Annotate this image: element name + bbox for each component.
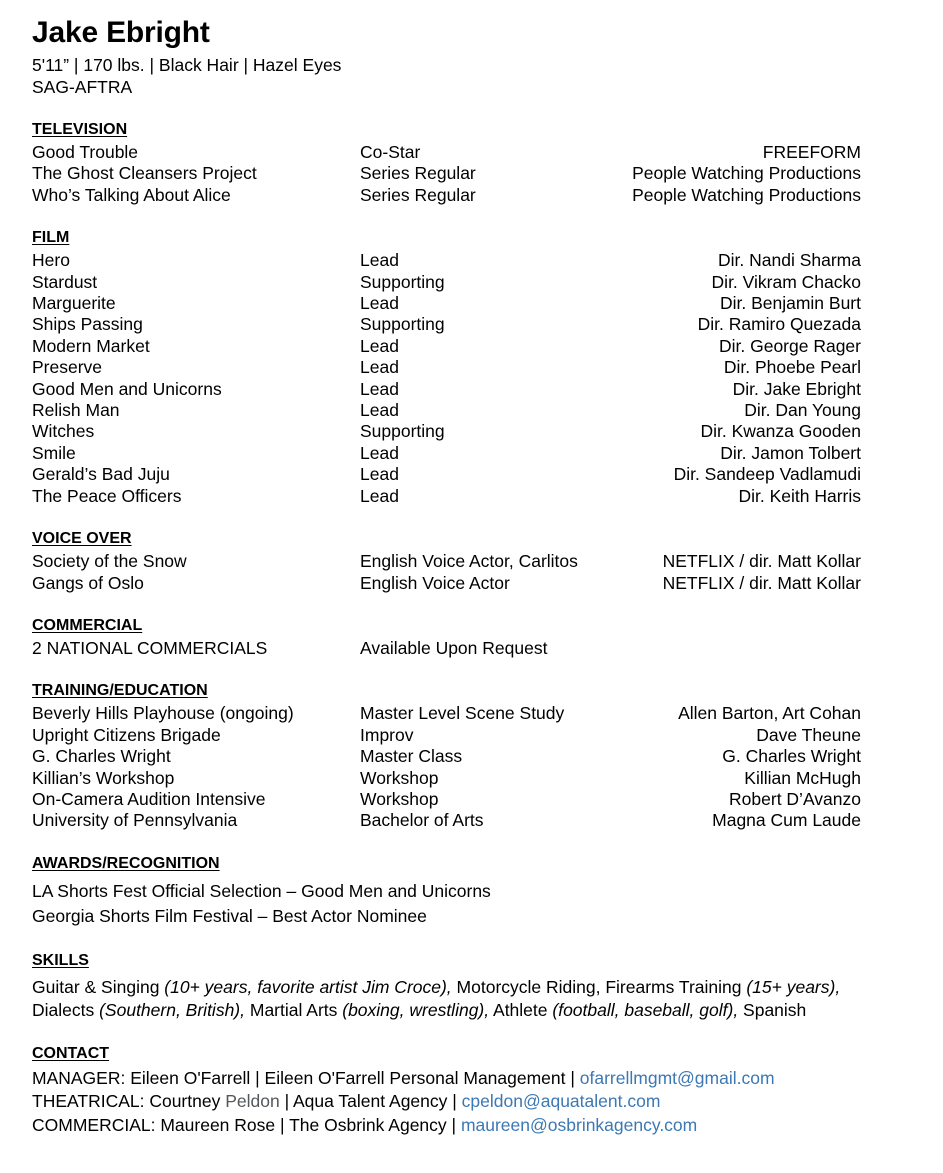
- credit-row: [32, 789, 861, 810]
- credit-detail: People Watching Productions: [632, 184, 861, 205]
- credit-role: Master Class: [360, 746, 463, 767]
- text-run: Spanish: [738, 999, 807, 1020]
- credit-title: Good Trouble: [32, 142, 139, 162]
- credit-role: English Voice Actor, Carlitos: [360, 551, 578, 572]
- credit-role: Lead: [360, 250, 399, 271]
- text-run: Martial Arts: [245, 999, 343, 1020]
- physical-stats: 5'11” | 170 lbs. | Black Hair | Hazel Eyes: [32, 55, 342, 75]
- voice-over-credits-table: [32, 551, 861, 594]
- awards-list: [32, 879, 861, 929]
- credit-row: [32, 551, 861, 572]
- credit-title: On-Camera Audition Intensive: [32, 788, 266, 809]
- credit-role: Lead: [360, 293, 399, 314]
- contact-row: [32, 1067, 861, 1091]
- section-skills: [32, 951, 861, 1022]
- credit-role: Lead: [360, 485, 399, 506]
- credit-detail: NETFLIX / dir. Matt Kollar: [662, 551, 861, 572]
- credit-role: Workshop: [360, 767, 439, 788]
- credit-role: Lead: [360, 357, 399, 378]
- actor-name: Jake Ebright: [32, 16, 210, 49]
- award-item: LA Shorts Fest Official Selection – Good Men and Unicorns: [32, 880, 491, 901]
- credit-role: Bachelor of Arts: [360, 810, 484, 831]
- credit-role: Supporting: [360, 314, 445, 335]
- credit-title: Good Men and Unicorns: [32, 378, 222, 399]
- credit-role: English Voice Actor: [360, 572, 510, 593]
- credit-role: Co-Star: [360, 142, 421, 162]
- section-title-television: TELEVISION: [32, 121, 128, 138]
- section-title-training-education: TRAINING/EDUCATION: [32, 682, 208, 700]
- text-run: MANAGER: Eileen O'Farrell | Eileen O'Farrell Personal Management |: [32, 1067, 580, 1088]
- section-training-education: [32, 681, 861, 831]
- credit-role: Supporting: [360, 271, 445, 292]
- contact-list: [32, 1067, 861, 1138]
- credit-row: [32, 336, 861, 357]
- section-voice-over: [32, 529, 861, 594]
- credit-detail: Dir. Vikram Chacko: [711, 271, 861, 292]
- credit-role: Lead: [360, 442, 399, 463]
- credit-title: Upright Citizens Brigade: [32, 724, 221, 745]
- section-title-voice-over: VOICE OVER: [32, 530, 132, 548]
- text-run: Guitar & Singing: [32, 976, 165, 997]
- credit-title: Gerald’s Bad Juju: [32, 464, 170, 485]
- emphasis-text: (Southern, British),: [99, 999, 245, 1020]
- credit-role: Improv: [360, 724, 414, 745]
- credit-row: [32, 421, 861, 442]
- credit-row: [32, 768, 861, 789]
- credit-row: [32, 810, 861, 831]
- credit-row: [32, 272, 861, 293]
- credit-row: [32, 703, 861, 724]
- skills-line-2: [32, 999, 861, 1022]
- credit-title: Society of the Snow: [32, 551, 187, 572]
- credit-row: [32, 293, 861, 314]
- credit-title: G. Charles Wright: [32, 746, 171, 767]
- muted-text: Peldon: [225, 1091, 280, 1112]
- credit-title: Ships Passing: [32, 314, 143, 335]
- credit-row: [32, 464, 861, 485]
- credit-title: Stardust: [32, 271, 98, 292]
- award-item: Georgia Shorts Film Festival – Best Actor Nominee: [32, 905, 427, 926]
- credit-title: Who’s Talking About Alice: [32, 184, 231, 205]
- credit-detail: Dir. Kwanza Gooden: [700, 421, 861, 442]
- emphasis-text: (15+ years),: [746, 976, 841, 997]
- credit-role: Series Regular: [360, 184, 476, 205]
- credit-row: [32, 443, 861, 464]
- credit-detail: Dir. Jake Ebright: [732, 378, 861, 399]
- voice-over-rows: [32, 551, 861, 594]
- training-credits-table: [32, 703, 861, 831]
- credit-detail: Dir. Jamon Tolbert: [720, 442, 861, 463]
- credit-role: Lead: [360, 400, 399, 421]
- credit-detail: Dir. Dan Young: [744, 400, 861, 421]
- credit-role: Available Upon Request: [360, 637, 548, 658]
- section-title-film: FILM: [32, 229, 70, 247]
- credit-detail: Dir. Benjamin Burt: [719, 293, 861, 314]
- section-awards-recognition: [32, 854, 861, 929]
- credit-detail: Dir. Nandi Sharma: [718, 250, 861, 271]
- credit-title: Witches: [32, 421, 95, 442]
- credit-detail: Allen Barton, Art Cohan: [678, 703, 861, 724]
- section-title-commercial: COMMERCIAL: [32, 616, 143, 634]
- credit-role: Master Level Scene Study: [360, 703, 565, 724]
- email-link[interactable]: cpeldon@aquatalent.com: [461, 1091, 661, 1112]
- credit-row: [32, 142, 861, 163]
- union-affiliation: SAG-AFTRA: [32, 77, 133, 97]
- credit-detail: Killian McHugh: [744, 767, 861, 788]
- section-title-contact: CONTACT: [32, 1044, 110, 1062]
- skills-body: [32, 976, 861, 1022]
- emphasis-text: (football, baseball, golf),: [552, 999, 739, 1020]
- resume-header: [32, 14, 861, 98]
- skills-line-1: [32, 976, 861, 999]
- television-credits-table: [32, 142, 861, 206]
- credit-title: Preserve: [32, 357, 103, 378]
- credit-detail: People Watching Productions: [632, 163, 861, 184]
- credit-row: [32, 486, 861, 507]
- emphasis-text: (10+ years, favorite artist Jim Croce),: [164, 976, 452, 997]
- credit-row: [32, 725, 861, 746]
- training-rows: [32, 703, 861, 831]
- credit-detail: G. Charles Wright: [722, 746, 861, 767]
- credit-title: Gangs of Oslo: [32, 572, 144, 593]
- credit-row: [32, 357, 861, 378]
- credit-row: [32, 638, 861, 659]
- text-run: Motorcycle Riding, Firearms Training: [451, 976, 747, 997]
- credit-detail: Dir. Keith Harris: [738, 485, 861, 506]
- section-television: [32, 120, 861, 206]
- email-link[interactable]: maureen@osbrinkagency.com: [460, 1114, 698, 1135]
- film-rows: [32, 250, 861, 507]
- credit-title: Hero: [32, 250, 70, 271]
- contact-row: [32, 1114, 861, 1138]
- credit-title: University of Pennsylvania: [32, 810, 238, 831]
- credit-row: [32, 573, 861, 594]
- credit-detail: Dir. Ramiro Quezada: [697, 314, 861, 335]
- section-commercial: [32, 616, 861, 659]
- television-rows: [32, 142, 861, 206]
- credit-title: 2 NATIONAL COMMERCIALS: [32, 637, 268, 658]
- credit-title: Modern Market: [32, 335, 150, 356]
- credit-title: Killian’s Workshop: [32, 767, 175, 788]
- section-title-skills: SKILLS: [32, 951, 89, 969]
- credit-detail: Dir. George Rager: [718, 335, 861, 356]
- credit-role: Supporting: [360, 421, 445, 442]
- credit-row: [32, 379, 861, 400]
- credit-detail: Dir. Sandeep Vadlamudi: [673, 464, 861, 485]
- credit-title: Smile: [32, 442, 76, 463]
- section-film: [32, 228, 861, 507]
- section-contact: [32, 1044, 861, 1138]
- text-run: Dialects: [32, 999, 100, 1020]
- email-link[interactable]: ofarrellmgmt@gmail.com: [579, 1067, 775, 1088]
- credit-row: [32, 400, 861, 421]
- credit-row: [32, 746, 861, 767]
- text-run: THEATRICAL: Courtney: [32, 1091, 226, 1112]
- credit-detail: Dir. Phoebe Pearl: [723, 357, 861, 378]
- emphasis-text: (boxing, wrestling),: [342, 999, 490, 1020]
- credit-detail: FREEFORM: [762, 142, 861, 162]
- commercial-credits-table: [32, 638, 861, 659]
- credit-detail: Dave Theune: [756, 724, 861, 745]
- credit-title: Marguerite: [32, 293, 116, 314]
- credit-detail: NETFLIX / dir. Matt Kollar: [662, 572, 861, 593]
- credit-title: The Ghost Cleansers Project: [32, 163, 257, 184]
- credit-title: Beverly Hills Playhouse (ongoing): [32, 703, 294, 724]
- credit-role: Workshop: [360, 788, 439, 809]
- credit-detail: Robert D’Avanzo: [729, 788, 861, 809]
- credit-row: [32, 185, 861, 206]
- text-run: COMMERCIAL: Maureen Rose | The Osbrink Agency |: [32, 1114, 461, 1135]
- credit-row: [32, 163, 861, 184]
- credit-detail: Magna Cum Laude: [712, 810, 861, 831]
- credit-role: Lead: [360, 464, 399, 485]
- credit-detail: [628, 638, 861, 659]
- credit-role: Lead: [360, 378, 399, 399]
- credit-role: Lead: [360, 335, 399, 356]
- credit-row: [32, 314, 861, 335]
- credit-role: Series Regular: [360, 163, 476, 184]
- credit-title: The Peace Officers: [32, 485, 182, 506]
- text-run: | Aqua Talent Agency |: [279, 1091, 462, 1112]
- commercial-rows: [32, 638, 861, 659]
- film-credits-table: [32, 250, 861, 507]
- text-run: Athlete: [489, 999, 553, 1020]
- section-title-awards-recognition: AWARDS/RECOGNITION: [32, 854, 220, 872]
- credit-title: Relish Man: [32, 400, 120, 421]
- credit-row: [32, 250, 861, 271]
- contact-row: [32, 1090, 861, 1114]
